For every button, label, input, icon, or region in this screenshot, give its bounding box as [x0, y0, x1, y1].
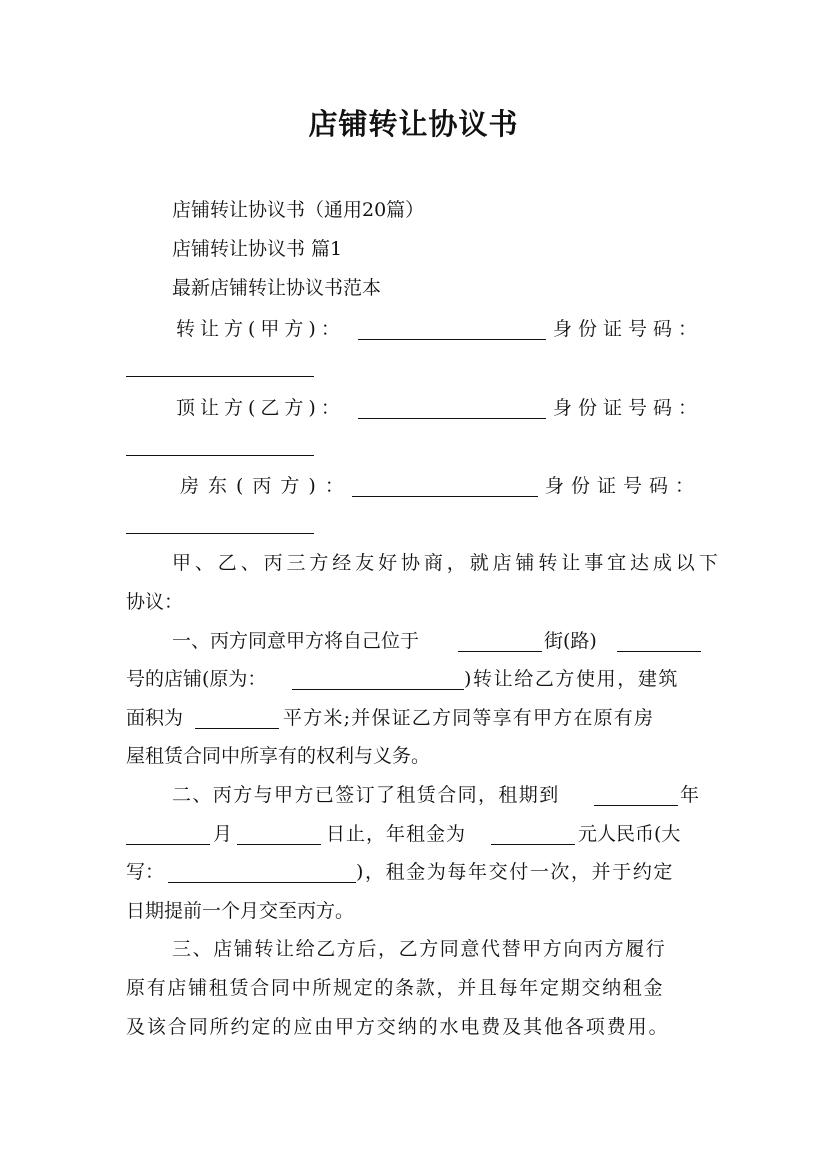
clause-2-rent-blank: [491, 823, 575, 845]
clause-2-line-4: 日期提前一个月交至丙方。: [126, 900, 355, 922]
clause-1-line-2-a: 号的店铺(原为：: [126, 668, 267, 690]
party-c-label: 房东(丙方)：: [180, 475, 353, 497]
template-heading: 最新店铺转让协议书范本: [172, 277, 382, 299]
party-a-name-blank: [358, 318, 546, 340]
intro-line-2: 协议：: [126, 591, 184, 613]
party-a-label: 转让方(甲方)：: [176, 318, 345, 340]
party-a-id-label: 身份证号码：: [553, 318, 704, 340]
party-c-id-blank: [126, 512, 314, 534]
clause-1-line-3-b: 平方米;并保证乙方同等享有甲方在原有房: [283, 707, 655, 729]
clause-3-line-2: 原有店铺租赁合同中所规定的条款，并且每年定期交纳租金: [126, 977, 665, 999]
clause-2-uppercase-blank: [168, 861, 356, 883]
clause-1-original-blank: [292, 668, 464, 690]
clause-2-line-1-a: 二、丙方与甲方已签订了租赁合同，租期到: [172, 784, 560, 806]
party-c-id-label: 身份证号码：: [545, 475, 702, 497]
clause-2-line-3-b: )，租金为每年交付一次，并于约定: [356, 861, 675, 883]
clause-2-day-blank: [237, 823, 321, 845]
clause-1-line-1-a: 一、丙方同意甲方将自己位于: [172, 630, 420, 652]
clause-2-year-blank: [594, 784, 678, 806]
intro-line-1: 甲、乙、丙三方经友好协商，就店铺转让事宜达成以下: [172, 552, 722, 574]
clause-2-line-2-a: 月: [213, 823, 233, 845]
clause-2-line-1-b: 年: [680, 784, 700, 806]
clause-2-line-2-b: 日止，年租金为: [326, 823, 467, 845]
subtitle-line: 店铺转让协议书（通用20篇）: [172, 199, 425, 221]
clause-1-line-1-b: 街(路): [544, 630, 597, 652]
party-b-id-blank: [126, 434, 314, 456]
clause-2-month-blank: [126, 823, 210, 845]
section-heading: 店铺转让协议书 篇1: [172, 238, 343, 260]
document-title: 店铺转让协议书: [308, 107, 519, 141]
clause-1-line-3-a: 面积为: [126, 707, 184, 729]
clause-1-street-blank: [458, 630, 542, 652]
clause-2-line-3-a: 写：: [126, 861, 165, 883]
clause-1-line-4: 屋租赁合同中所享有的权利与义务。: [126, 745, 431, 767]
party-b-name-blank: [358, 397, 546, 419]
party-c-name-blank: [352, 475, 538, 497]
party-a-id-blank: [126, 355, 314, 377]
clause-3-line-1: 三、店铺转让给乙方后，乙方同意代替甲方向丙方履行: [172, 938, 667, 960]
clause-1-line-2-b: )转让给乙方使用，建筑: [464, 668, 680, 690]
clause-1-number-blank: [617, 630, 701, 652]
clause-3-line-3: 及该合同所约定的应由甲方交纳的水电费及其他各项费用。: [126, 1016, 670, 1038]
party-b-id-label: 身份证号码：: [553, 397, 704, 419]
clause-2-line-2-c: 元人民币(大: [578, 823, 681, 845]
party-b-label: 顶让方(乙方)：: [176, 397, 345, 419]
clause-1-area-blank: [195, 707, 279, 729]
